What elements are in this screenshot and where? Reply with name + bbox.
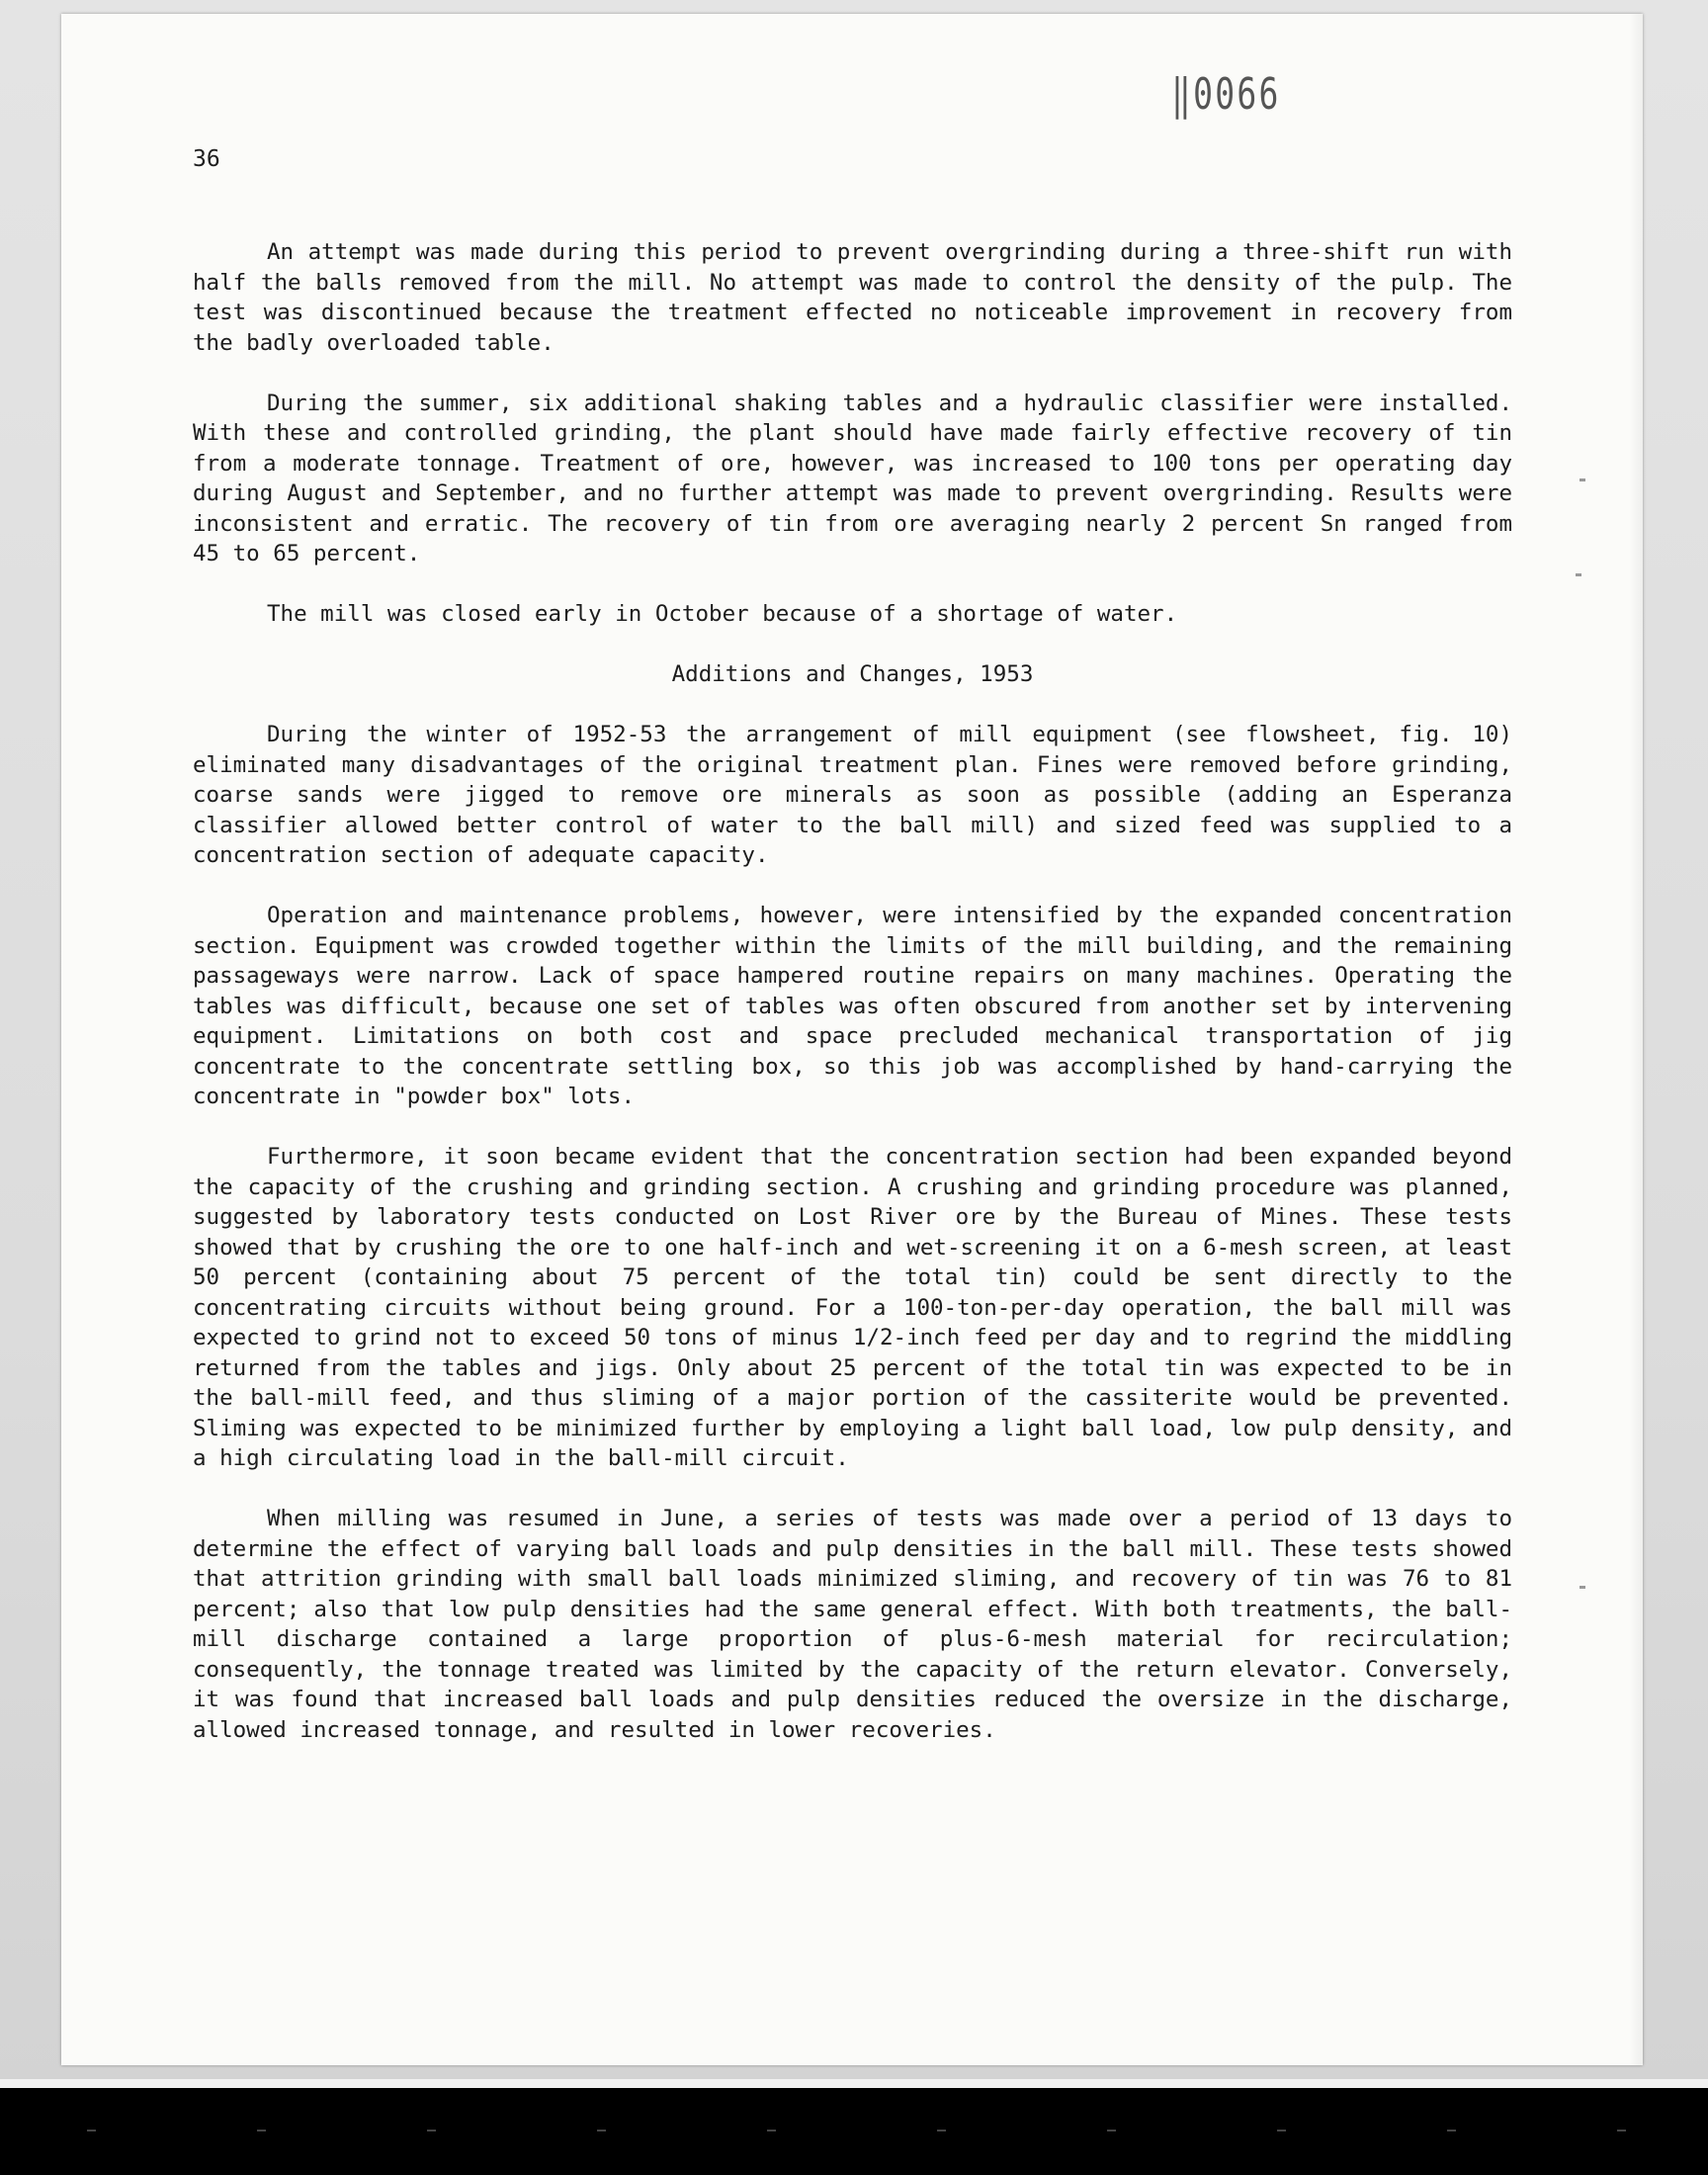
paragraph-4: During the winter of 1952-53 the arrangement of mill equipment (see flowsheet, fig. 10) eliminated many disadvantages of the original treatment plan. Fines were removed before grinding, coarse sands were jigged to remove ore minerals as soon as possible (adding an Esperanza classifier allowed better control of water to the ball mill) and sized feed was supplied to a concentration section of adequate capacity. [193, 722, 1512, 868]
band-tick [1617, 2130, 1626, 2132]
band-tick [87, 2130, 96, 2132]
document-stamp-number: ‖0066 [1171, 69, 1281, 120]
scan-edge-highlight [0, 2079, 1708, 2088]
band-tick [767, 2130, 776, 2132]
paragraph-7: When milling was resumed in June, a series of tests was made over a period of 13 days to determine the effect of varying ball loads and pulp densities in the ball mill. These tests showed that attrition grinding with small ball loads minimized sliming, and recovery of tin was 76 to 81 percent; also that low pulp densities had the same general effect. With both treatments, the ball-mill discharge contained a large proportion of plus-6-mesh material for recirculation; consequently, the tonnage treated was limited by the capacity of the return elevator. Conversely, it was found that increased ball loads and pulp densities reduced the oversize in the discharge, allowed increased tonnage, and resulted in lower recoveries. [193, 1506, 1512, 1743]
paragraph-2: During the summer, six additional shaking tables and a hydraulic classifier were installed. With these and controlled grinding, the plant should have made fairly effective recovery of tin from a moderate tonnage. Treatment of ore, however, was increased to 100 tons per operating day during August and September, and no further attempt was made to prevent overgrinding. Results were inconsistent and erratic. The recovery of tin from ore averaging nearly 2 percent Sn ranged from 45 to 65 percent. [193, 390, 1512, 566]
band-tick [1107, 2130, 1116, 2132]
scanner-bottom-band [0, 2088, 1708, 2175]
band-tick [1447, 2130, 1456, 2132]
paragraph-6: Furthermore, it soon became evident that the concentration section had been expanded beyond the capacity of the crushing and grinding section. A crushing and grinding procedure was planned, suggested by laboratory tests conducted on Lost River ore by the Bureau of Mines. These tests showed that by crushing the ore to one half-inch and wet-screening it on a 6-mesh screen, at least 50 percent (containing about 75 percent of the total tin) could be sent directly to the concentrating circuits without being ground. For a 100-ton-per-day operation, the ball mill was expected to grind not to exceed 50 tons of minus 1/2-inch feed per day and to regrind the middling returned from the tables and jigs. Only about 25 percent of the total tin was expected to be in the ball-mill feed, and thus sliming of a major portion of the cassiterite would be prevented. Sliming was expected to be minimized further by employing a light ball load, low pulp density, and a high circulating load in the ball-mill circuit. [193, 1144, 1512, 1471]
band-tick [937, 2130, 946, 2132]
band-tick [427, 2130, 436, 2132]
paragraph-5: Operation and maintenance problems, however, were intensified by the expanded concentration section. Equipment was crowded together within the limits of the mill building, and the remaining passageways were narrow. Lack of space hampered routine repairs on many machines. Operating the tables was difficult, because one set of tables was often obscured from another set by intervening equipment. Limitations on both cost and space precluded mechanical transportation of jig concentrate to the concentrate settling box, so this job was accomplished by hand-carrying the concentrate in "powder box" lots. [193, 903, 1512, 1109]
band-tick [1277, 2130, 1286, 2132]
edge-mark [1580, 478, 1585, 481]
band-tick [597, 2130, 606, 2132]
document-body [193, 237, 1512, 1776]
paragraph-3: The mill was closed early in October because of a shortage of water. [267, 601, 1178, 627]
page-number: 36 [193, 146, 220, 172]
paragraph-1: An attempt was made during this period to prevent overgrinding during a three-shift run with half the balls removed from the mill. No attempt was made to control the density of the pulp. The test was discontinued because the treatment effected no noticeable improvement in recovery from the badly overloaded table. [193, 239, 1512, 356]
band-tick [257, 2130, 266, 2132]
edge-mark [1576, 573, 1581, 576]
edge-mark [1580, 1586, 1585, 1589]
section-heading: Additions and Changes, 1953 [671, 661, 1034, 687]
